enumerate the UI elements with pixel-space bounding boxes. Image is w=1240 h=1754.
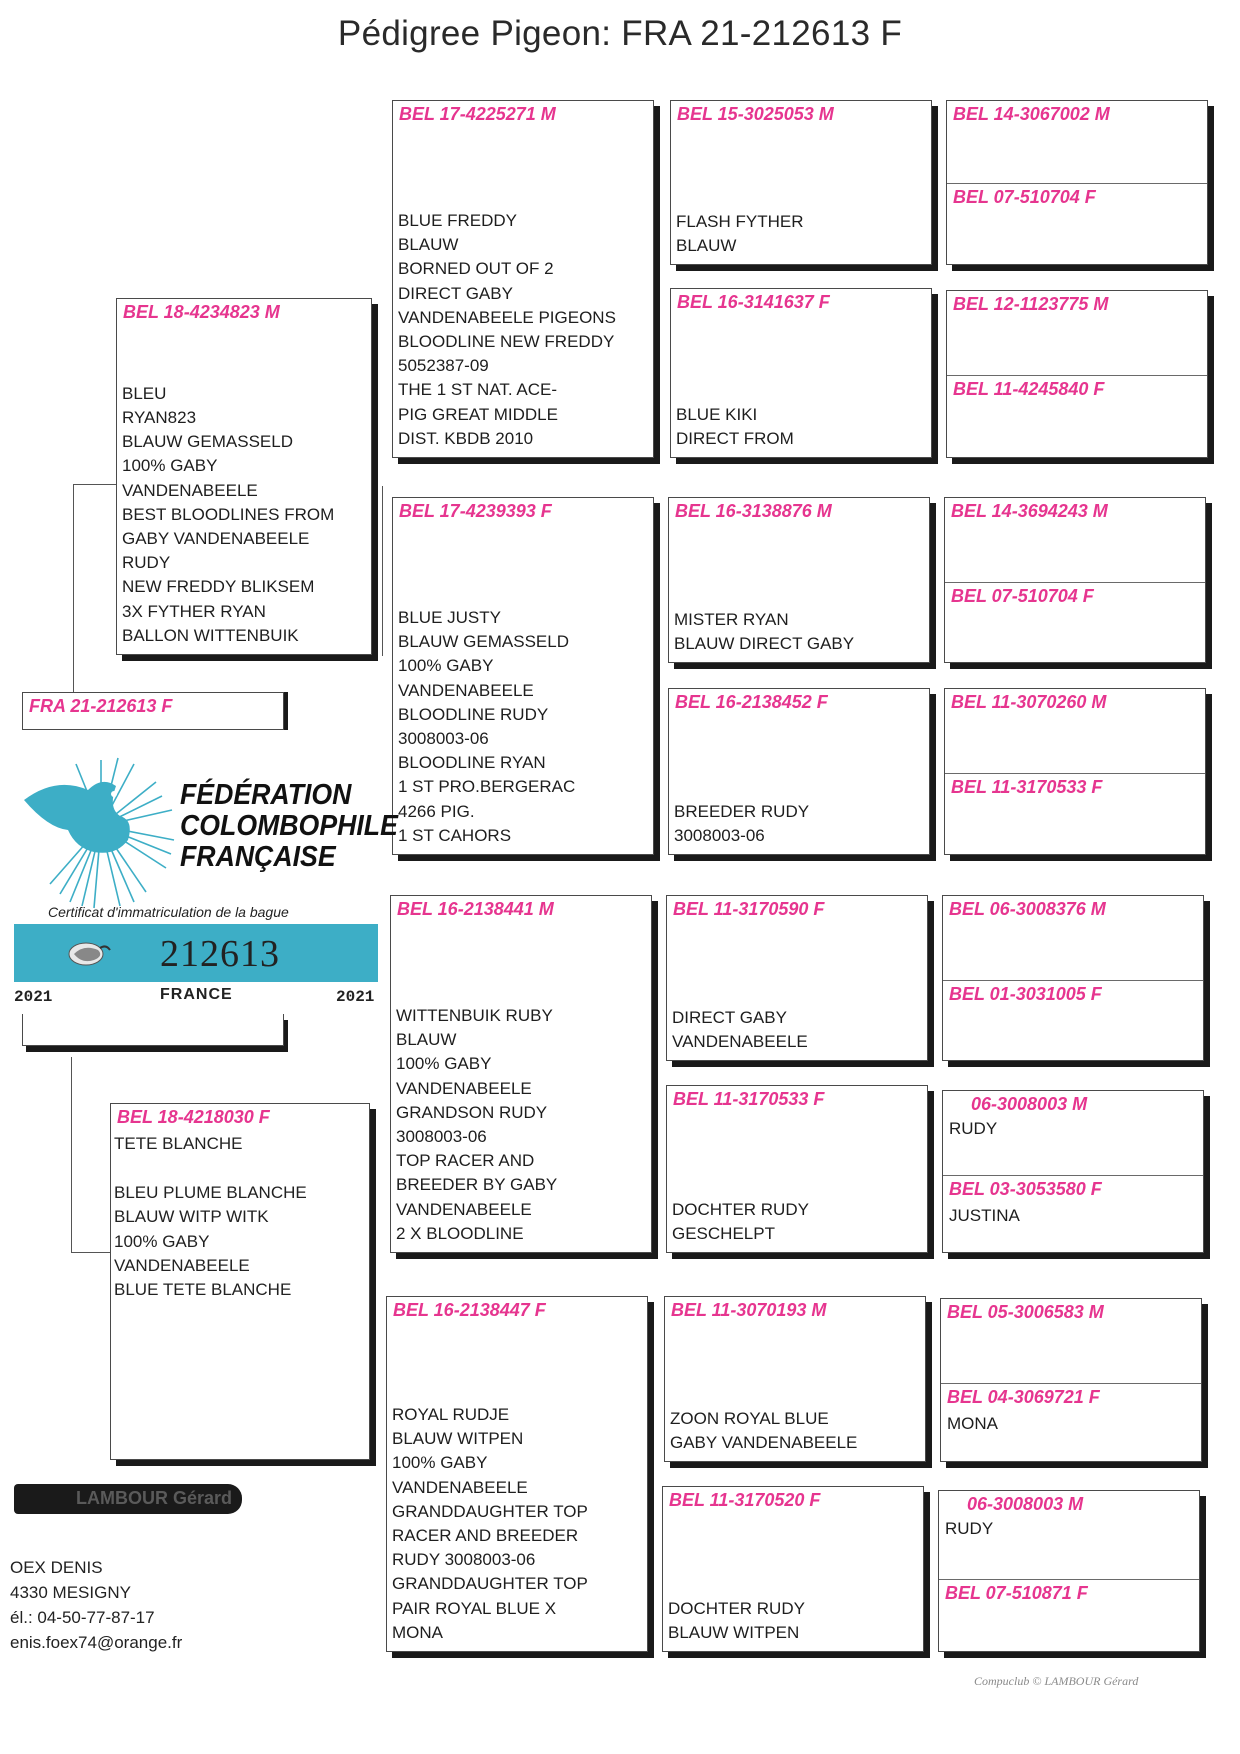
connector-line	[382, 486, 383, 656]
owner-line: OEX DENIS	[10, 1558, 103, 1577]
great-grandparent-box: BEL 16-3141637 F BLUE KIKI DIRECT FROM	[670, 288, 932, 458]
great-grandparent-box: BEL 11-3170520 F DOCHTER RUDY BLAUW WITPEN	[662, 1486, 924, 1652]
connector-line	[71, 1057, 72, 1253]
dam-box	[110, 1103, 370, 1460]
dam-description: TETE BLANCHE BLEU PLUME BLANCHE BLAUW WITP WITK 100% GABY VANDENABEELE BLUE TETE BLANCHE	[114, 1134, 307, 1300]
great-grandparent-box: BEL 16-2138452 F BREEDER RUDY 3008003-06	[668, 688, 930, 855]
redacted-owner-name: LAMBOUR Gérard	[14, 1484, 242, 1514]
seal-icon	[64, 938, 112, 973]
year-right: 2021	[336, 988, 375, 1006]
gggp-pair-box: 06-3008003 M RUDY BEL 03-3053580 F JUSTINA	[942, 1090, 1204, 1253]
subject-box	[22, 692, 284, 730]
certificate-shadow-box	[22, 1014, 284, 1046]
great-grandparent-box: BEL 16-3138876 M MISTER RYAN BLAUW DIRECT GABY	[668, 497, 930, 663]
connector-line	[71, 1252, 113, 1253]
great-grandparent-box: BEL 11-3170533 F DOCHTER RUDY GESCHELPT	[666, 1085, 928, 1253]
sire-box	[116, 298, 372, 655]
sire-description: BLEU RYAN823 BLAUW GEMASSELD 100% GABY VANDENABEELE BEST BLOODLINES FROM GABY VANDENABEELE RUDY NEW FREDDY BLIKSEM 3X FYTHER RYAN BALLON WITTENBUIK	[122, 383, 335, 645]
gggp-pair-box: BEL 06-3008376 M BEL 01-3031005 F	[942, 895, 1204, 1061]
great-grandparent-box: BEL 11-3070193 M ZOON ROYAL BLUE GABY VANDENABEELE	[664, 1296, 926, 1462]
sire-ring: BEL 18-4234823 M	[123, 302, 280, 322]
grandparent-box: BEL 17-4225271 M BLUE FREDDY BLAUW BORNED OUT OF 2 DIRECT GABY VANDENABEELE PIGEONS BLOODLINE NEW FREDDY 5052387-09 THE 1 ST NAT. ACE- PIG GREAT MIDDLE DIST. KBDB 2010	[392, 100, 654, 458]
great-grandparent-box: BEL 15-3025053 M FLASH FYTHER BLAUW	[670, 100, 932, 265]
grandparent-box: BEL 17-4239393 F BLUE JUSTY BLAUW GEMASSELD 100% GABY VANDENABEELE BLOODLINE RUDY 3008003-06 BLOODLINE RYAN 1 ST PRO.BERGERAC 4266 PIG. 1 ST CAHORS	[392, 497, 654, 855]
year-left: 2021	[14, 988, 53, 1006]
great-grandparent-box: BEL 11-3170590 F DIRECT GABY VANDENABEELE	[666, 895, 928, 1061]
grandparent-box: BEL 16-2138441 M WITTENBUIK RUBY BLAUW 100% GABY VANDENABEELE GRANDSON RUDY 3008003-06 TOP RACER AND BREEDER BY GABY VANDENABEELE 2 X BLOODLINE	[390, 895, 652, 1253]
owner-line: 4330 MESIGNY	[10, 1583, 131, 1602]
ring-number: 212613	[160, 933, 280, 975]
country: FRANCE	[160, 986, 233, 1003]
footer-credit: Compuclub © LAMBOUR Gérard	[974, 1674, 1139, 1688]
grandparent-box: BEL 16-2138447 F ROYAL RUDJE BLAUW WITPEN 100% GABY VANDENABEELE GRANDDAUGHTER TOP RACER AND BREEDER RUDY 3008003-06 GRANDDAUGHTER TOP PAIR ROYAL BLUE X MONA	[386, 1296, 648, 1652]
gggp-pair-box: 06-3008003 M RUDY BEL 07-510871 F	[938, 1490, 1200, 1652]
connector-line	[73, 484, 118, 485]
gggp-pair-box: BEL 11-3070260 M BEL 11-3170533 F	[944, 688, 1206, 855]
certificate-caption: Certificat d'immatriculation de la bague	[48, 904, 289, 920]
federation-name: FÉDÉRATION COLOMBOPHILE FRANÇAISE	[180, 779, 398, 873]
gggp-pair-box: BEL 12-1123775 M BEL 11-4245840 F	[946, 290, 1208, 458]
page-title: Pédigree Pigeon: FRA 21-212613 F	[337, 14, 903, 53]
gggp-pair-box: BEL 14-3067002 M BEL 07-510704 F	[946, 100, 1208, 265]
gggp-pair-box: BEL 14-3694243 M BEL 07-510704 F	[944, 497, 1206, 663]
subject-ring: FRA 21-212613 F	[29, 696, 173, 716]
dam-ring: BEL 18-4218030 F	[117, 1107, 270, 1127]
owner-line: él.: 04-50-77-87-17	[10, 1608, 155, 1627]
gggp-pair-box: BEL 05-3006583 M BEL 04-3069721 F MONA	[940, 1298, 1202, 1462]
owner-line: enis.foex74@orange.fr	[10, 1633, 183, 1652]
connector-line	[73, 484, 74, 696]
